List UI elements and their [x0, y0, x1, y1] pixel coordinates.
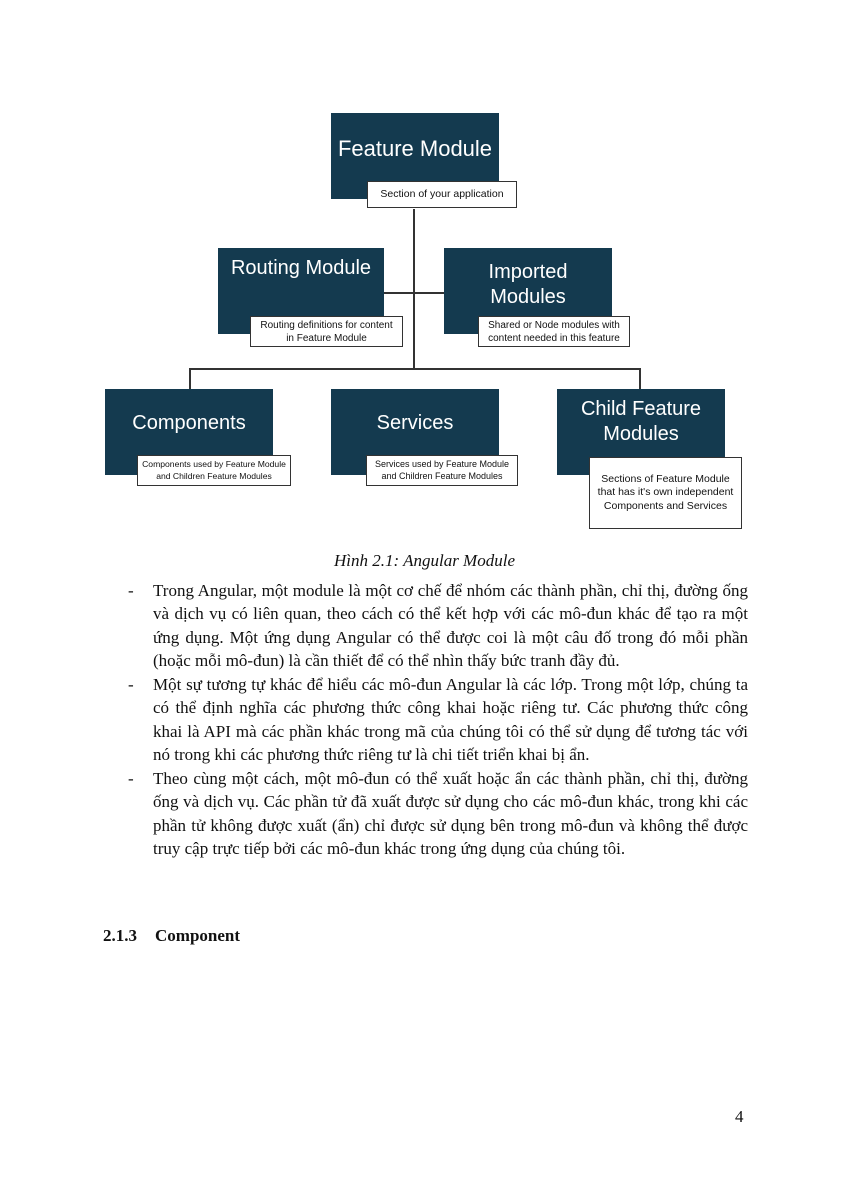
connector-horizontal-bottom — [189, 368, 641, 370]
feature-module-title: Feature Module — [337, 136, 493, 161]
list-item-text: Một sự tương tự khác để hiểu các mô-đun Angular là các lớp. Trong một lớp, chúng ta có thể định nghĩa các phương thức công khai hoặc riêng tư. Các phương thức công khai là API mà các phần khác trong mã của chúng tôi có thể sử dụng để tương tác với nó trong khi các phương thức riêng tư là chi tiết triển khai bị ẩn. — [153, 674, 748, 765]
bullet-list — [128, 579, 748, 860]
connector-horizontal-mid — [383, 292, 445, 294]
feature-module-caption: Section of your application — [367, 181, 517, 208]
list-item — [128, 767, 748, 861]
list-item-text: Theo cùng một cách, một mô-đun có thể xuất hoặc ẩn các thành phần, chỉ thị, đường ống và dịch vụ. Các phần tử đã xuất được sử dụng cho các mô-đun khác, trong khi các phần tử không được xuất (ẩn) chỉ được sử dụng bên trong mô-đun và không thể được truy cập trực tiếp bởi các mô-đun khác trong ứng dụng của chúng tôi. — [153, 768, 748, 858]
components-title: Components — [132, 412, 246, 434]
components-caption: Components used by Feature Module and Children Feature Modules — [137, 455, 291, 486]
connector-vertical-main — [413, 209, 415, 369]
page-number: 4 — [735, 1107, 744, 1126]
child-feature-modules-caption: Sections of Feature Module that has it's own independent Components and Services — [589, 457, 742, 529]
services-title: Services — [376, 412, 454, 434]
bullet-marker: - — [128, 674, 134, 694]
list-item — [128, 673, 748, 767]
imported-modules-caption: Shared or Node modules with content needed in this feature — [478, 316, 630, 347]
routing-module-caption: Routing definitions for content in Feature Module — [250, 316, 403, 347]
list-item — [128, 579, 748, 673]
imported-modules-title: Imported Modules — [488, 261, 568, 308]
figure-caption: Hình 2.1: Angular Module — [333, 551, 515, 570]
bullet-marker: - — [128, 768, 134, 788]
connector-left-drop — [189, 368, 191, 389]
section-heading — [103, 926, 240, 946]
services-caption: Services used by Feature Module and Children Feature Modules — [366, 455, 518, 486]
list-item-text: Trong Angular, một module là một cơ chế để nhóm các thành phần, chỉ thị, đường ống và dịch vụ có liên quan, theo cách có thể kết hợp với các mô-đun khác để tạo ra một ứng dụng. Một ứng dụng Angular có thể được coi là một câu đố trong đó mỗi phần (hoặc mỗi mô-đun) là cần thiết để có thể nhìn thấy bức tranh đầy đủ. — [153, 581, 748, 671]
angular-module-diagram — [0, 0, 849, 560]
section-number: 2.1.3 — [103, 926, 137, 945]
connector-right-drop — [639, 368, 641, 389]
bullet-marker: - — [128, 581, 134, 600]
section-title: Component — [155, 926, 241, 945]
child-feature-modules-title: Child Feature Modules — [580, 398, 702, 445]
routing-module-title: Routing Module — [230, 257, 372, 279]
